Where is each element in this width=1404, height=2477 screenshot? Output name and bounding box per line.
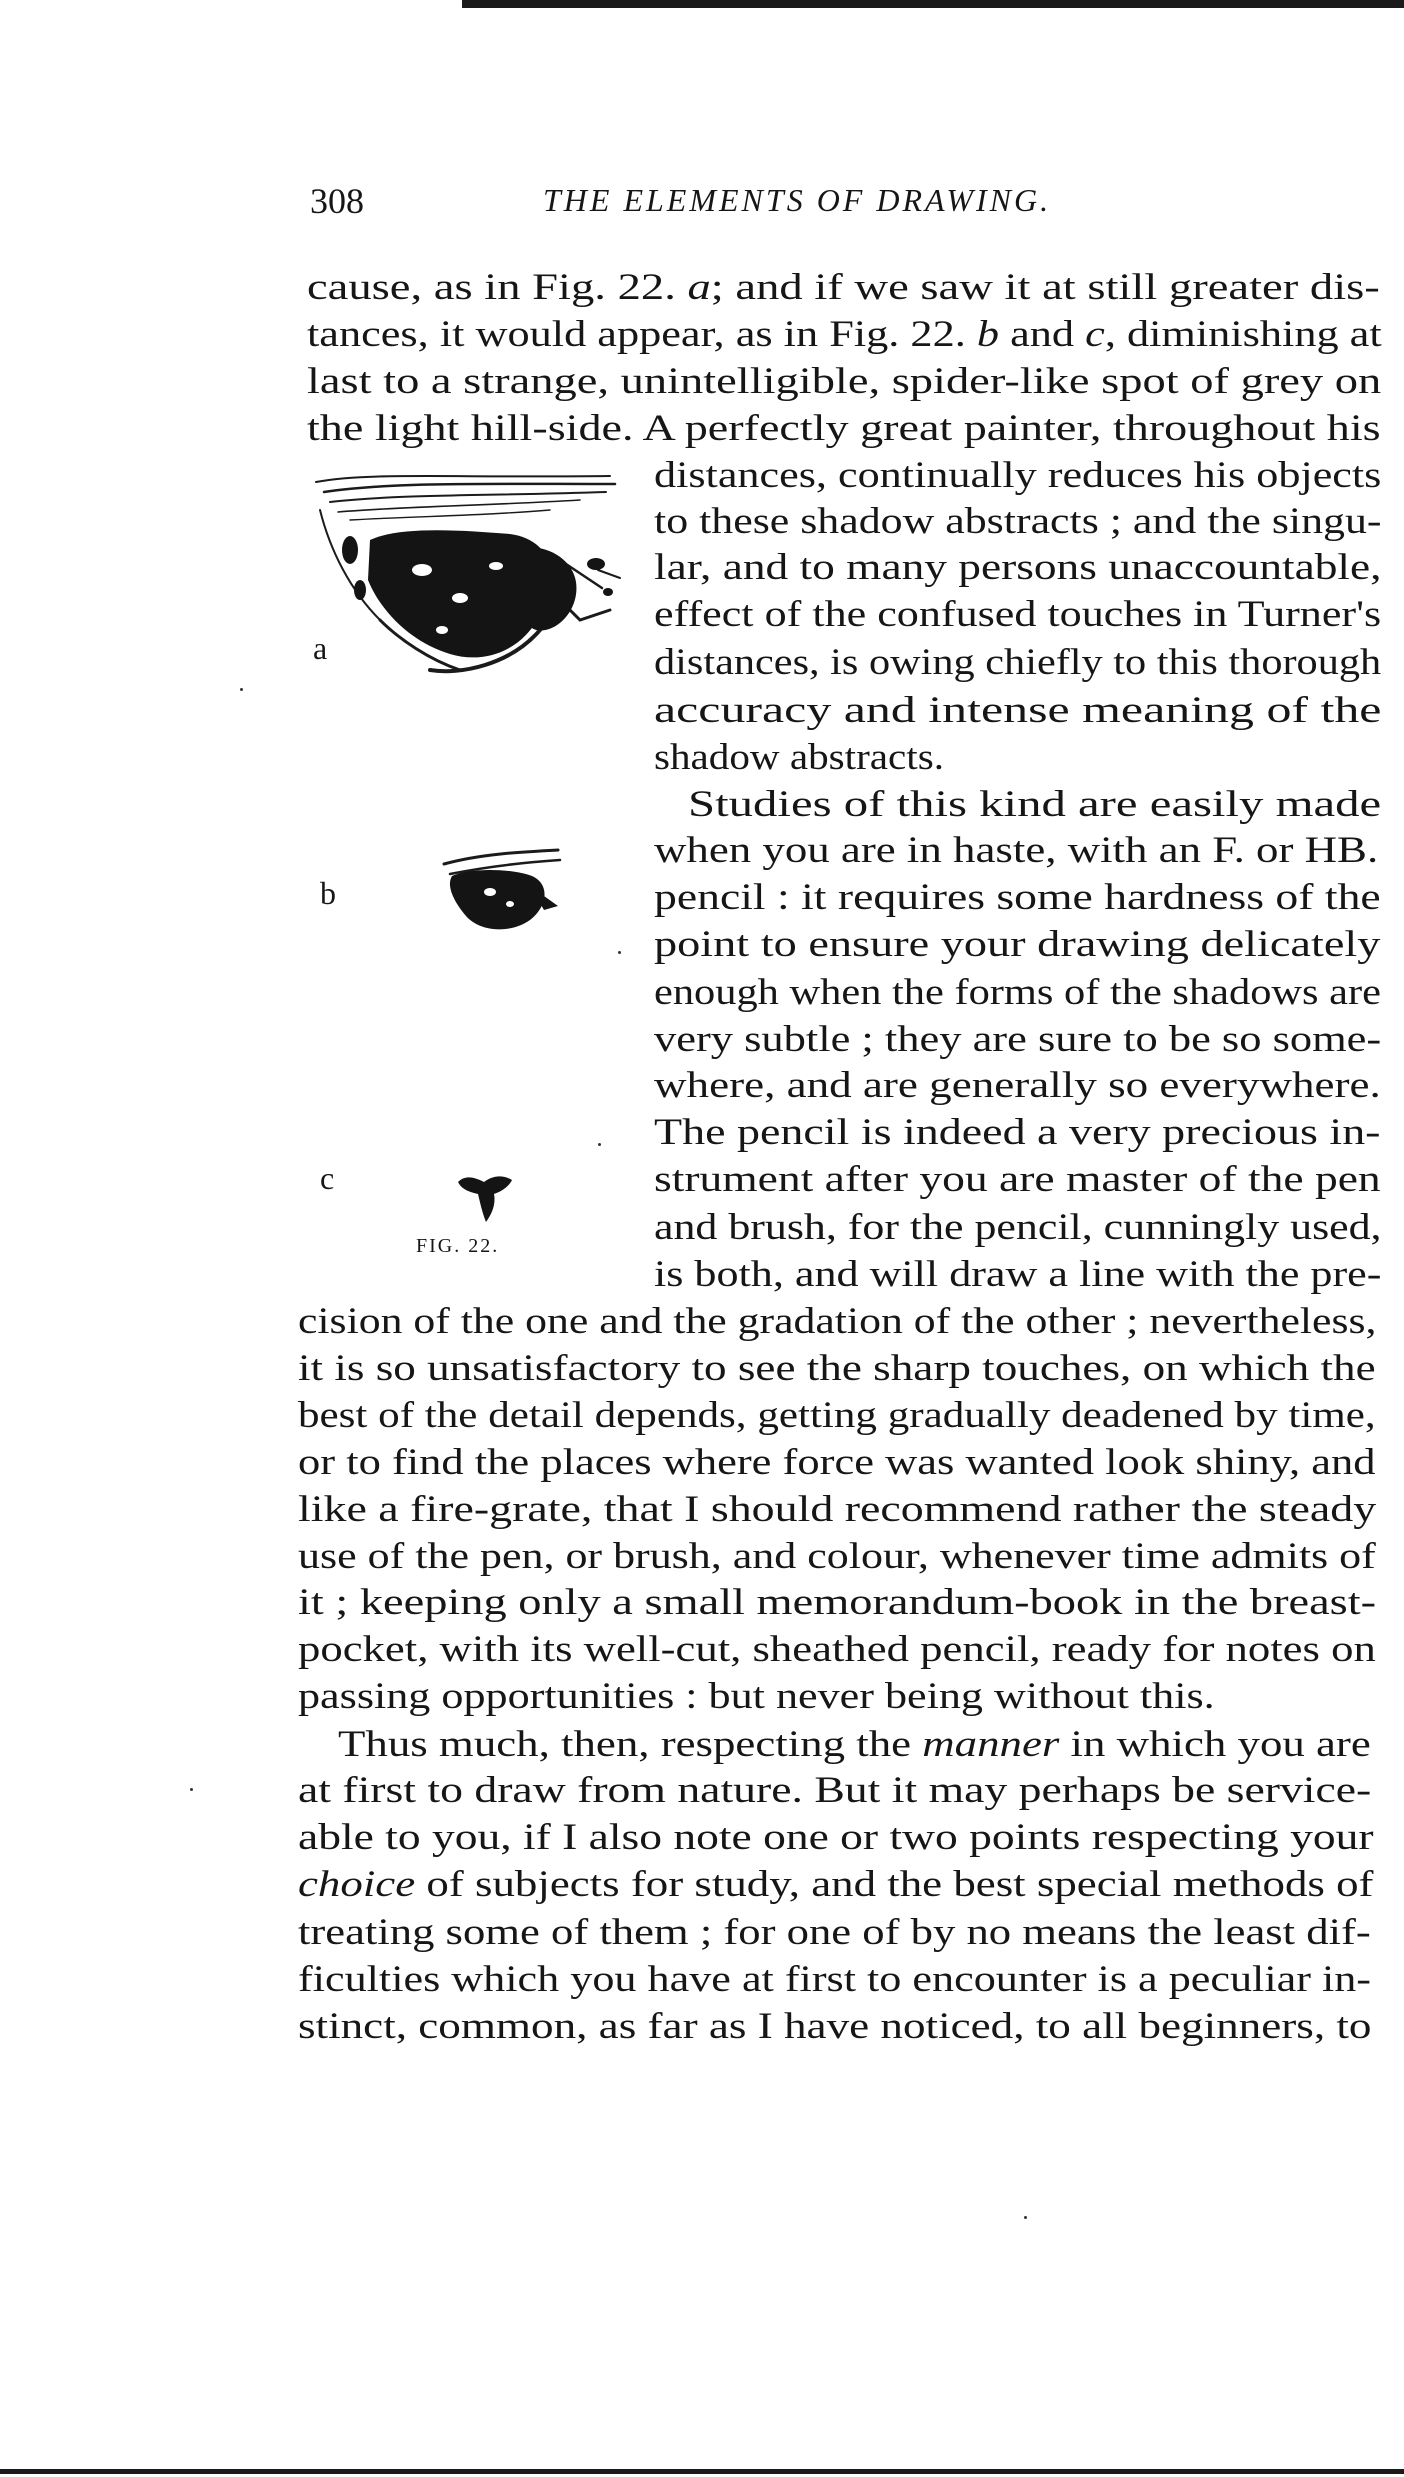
text-line: ficulties which you have at first to encounter is a peculiar in-	[298, 1959, 1372, 2000]
text-line: pocket, with its well-cut, sheathed pencil, ready for notes on	[298, 1629, 1376, 1670]
text-line: treating some of them ; for one of by no means the least dif-	[298, 1912, 1371, 1953]
text-line: cause, as in Fig. 22. a; and if we saw it at still greater dis-	[307, 267, 1380, 308]
text-line: accuracy and intense meaning of the	[654, 690, 1382, 731]
shadow-sketch-a	[310, 470, 630, 700]
margin-speck	[598, 1143, 601, 1146]
text-line: the light hill-side. A perfectly great painter, throughout his	[307, 408, 1381, 449]
text-line: distances, is owing chiefly to this thorough	[654, 642, 1382, 683]
text-line: strument after you are master of the pen	[654, 1159, 1381, 1200]
bottom-rule	[0, 2469, 1404, 2474]
text-line: stinct, common, as far as I have noticed, to all beginners, to	[298, 2006, 1372, 2047]
text-line: best of the detail depends, getting gradually deadened by time,	[298, 1395, 1376, 1436]
figure-label-a: a	[313, 630, 328, 666]
figure-label-c: c	[320, 1160, 335, 1196]
text-line: point to ensure your drawing delicately	[654, 924, 1381, 965]
text-line: last to a strange, unintelligible, spider-like spot of grey on	[307, 361, 1382, 402]
text-line: able to you, if I also note one or two points respecting your	[298, 1817, 1374, 1858]
text-line: where, and are generally so everywhere.	[654, 1065, 1381, 1106]
text-line: passing opportunities : but never being without this.	[298, 1676, 1215, 1717]
text-line: enough when the forms of the shadows are	[654, 972, 1381, 1013]
text-line: it ; keeping only a small memorandum-book in the breast-	[298, 1582, 1377, 1623]
top-rule	[462, 0, 1404, 8]
running-title: THE ELEMENTS OF DRAWING.	[543, 182, 1052, 218]
text-line: and brush, for the pencil, cunningly used,	[654, 1207, 1382, 1248]
text-line: cision of the one and the gradation of the other ; nevertheless,	[298, 1301, 1377, 1342]
text-line: at first to draw from nature. But it may perhaps be service-	[298, 1770, 1372, 1811]
page-number: 308	[310, 181, 364, 221]
margin-speck	[618, 951, 621, 954]
figure-label-b: b	[320, 875, 336, 911]
text-line: choice of subjects for study, and the best special methods of	[298, 1864, 1374, 1905]
text-line: distances, continually reduces his objects	[654, 455, 1382, 496]
margin-speck	[190, 1788, 193, 1791]
text-line: pencil : it requires some hardness of the	[654, 877, 1381, 918]
running-header	[0, 180, 1404, 230]
text-line: tances, it would appear, as in Fig. 22. b and c, diminishing at	[307, 314, 1382, 355]
margin-speck	[240, 688, 243, 691]
text-line: shadow abstracts.	[654, 737, 944, 778]
text-line: effect of the confused touches in Turner's	[654, 594, 1382, 635]
text-line: very subtle ; they are sure to be so some-	[654, 1019, 1382, 1060]
margin-speck	[1024, 2216, 1027, 2219]
text-line: to these shadow abstracts ; and the singu-	[654, 501, 1382, 542]
text-line: is both, and will draw a line with the pre-	[654, 1254, 1382, 1295]
text-line: Thus much, then, respecting the manner in which you are	[338, 1724, 1371, 1765]
text-line: like a fire-grate, that I should recommend rather the steady	[298, 1489, 1377, 1530]
text-line: The pencil is indeed a very precious in-	[654, 1112, 1381, 1153]
text-line: lar, and to many persons unaccountable,	[654, 547, 1382, 588]
shadow-sketch-b	[440, 846, 570, 936]
text-line: it is so unsatisfactory to see the sharp touches, on which the	[298, 1348, 1376, 1389]
text-line: or to find the places where force was wanted look shiny, and	[298, 1442, 1376, 1483]
figure-caption: FIG. 22.	[416, 1235, 500, 1257]
shadow-sketch-c	[456, 1172, 516, 1224]
text-line: Studies of this kind are easily made	[688, 784, 1382, 825]
text-line: when you are in haste, with an F. or HB.	[654, 830, 1379, 871]
text-line: use of the pen, or brush, and colour, whenever time admits of	[298, 1536, 1376, 1577]
